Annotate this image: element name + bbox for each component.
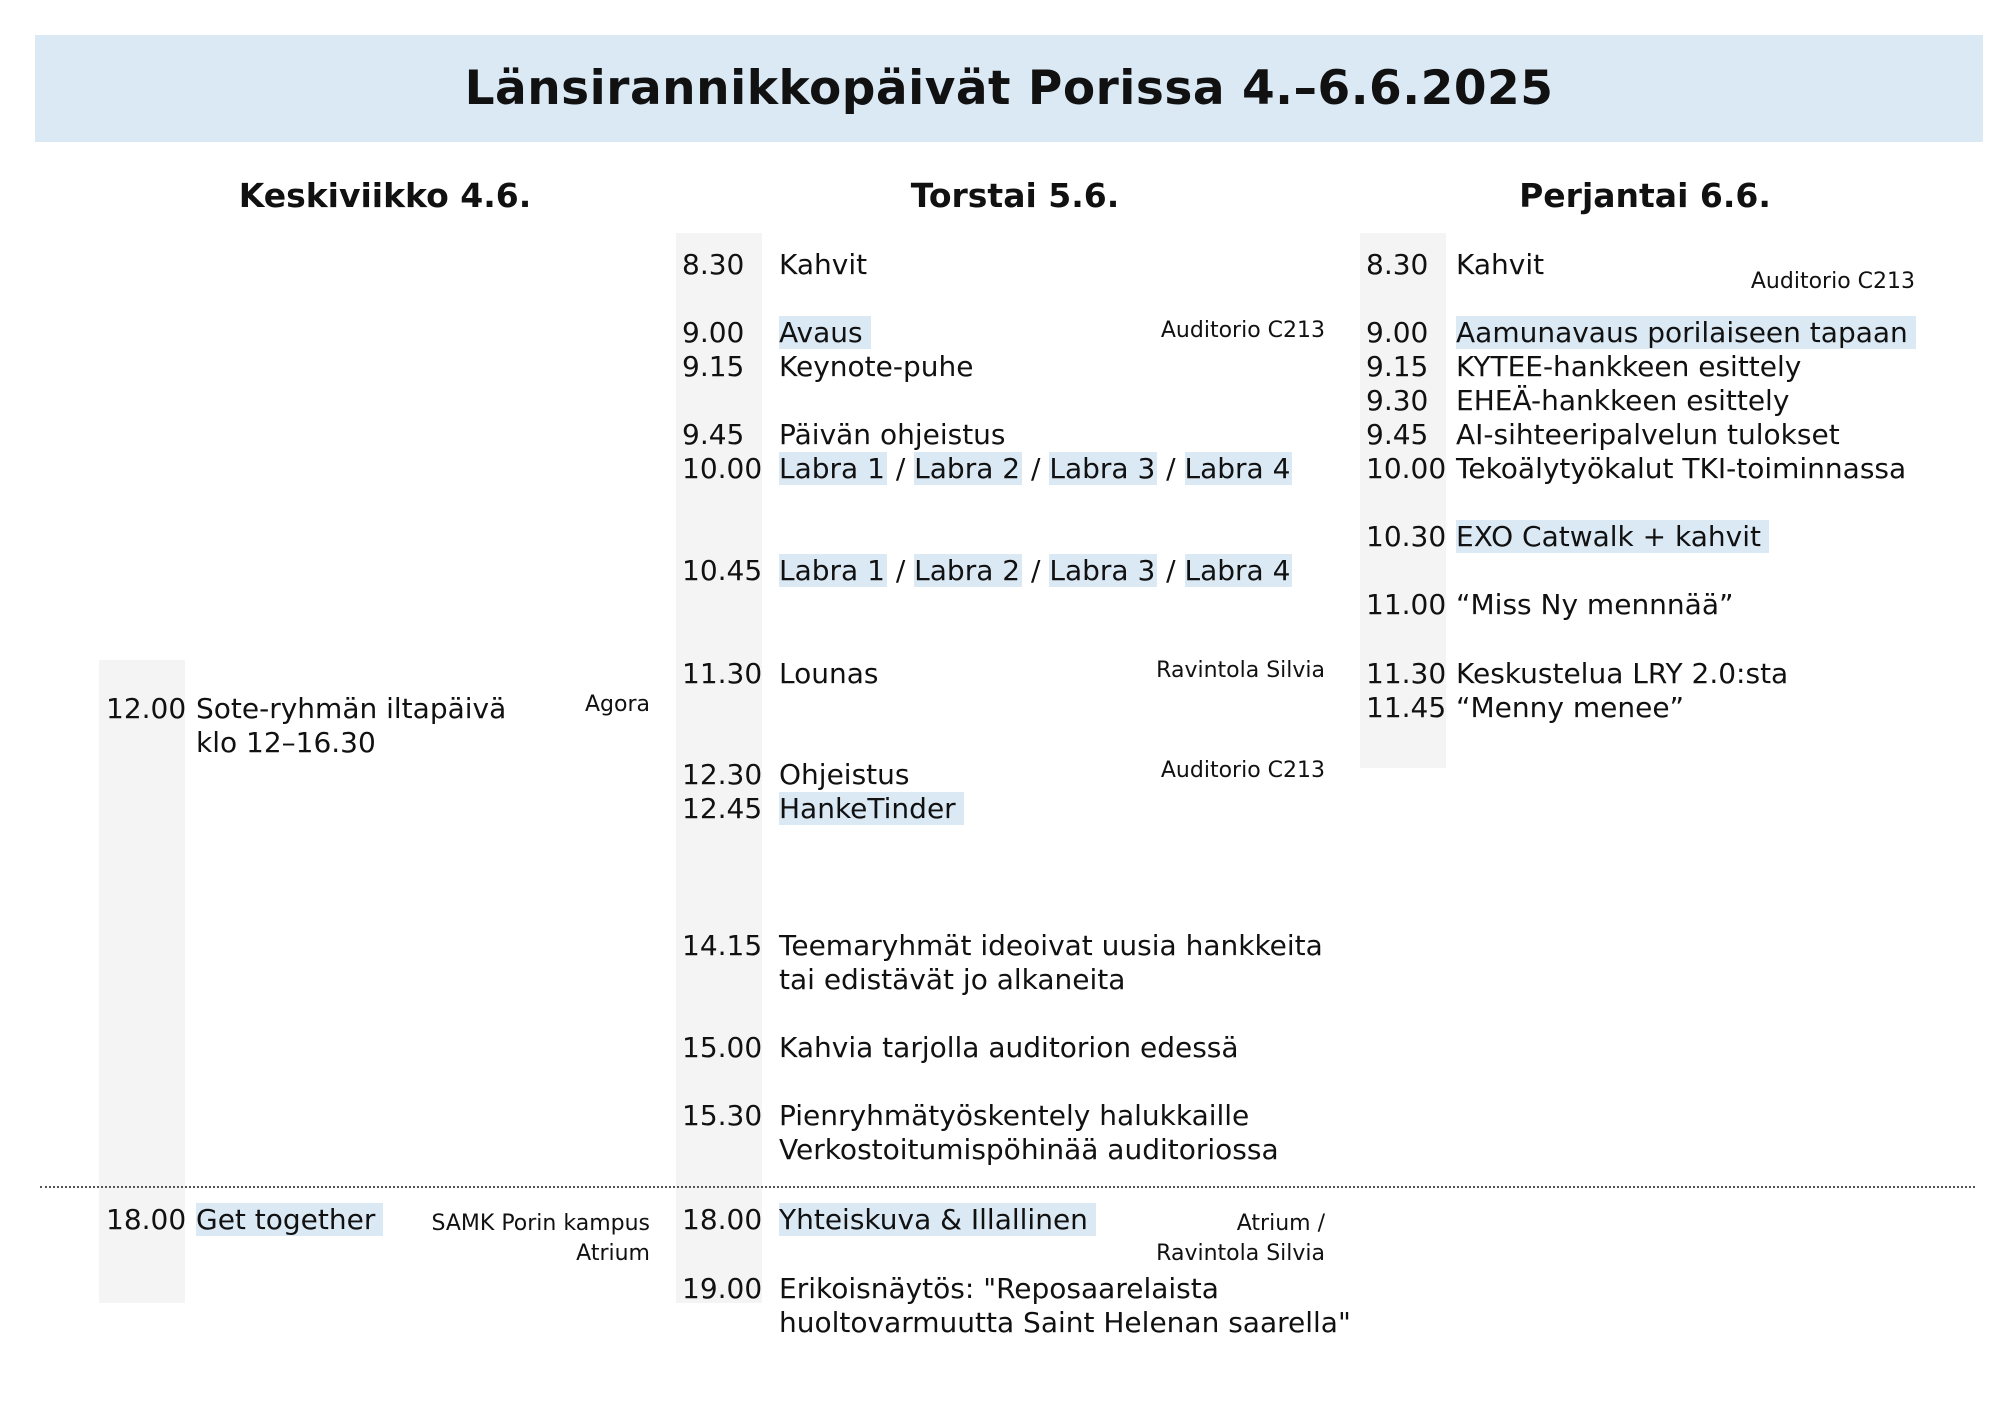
- fri-time: 9.15: [1366, 350, 1429, 383]
- wed-location-atrium: Atrium: [576, 1241, 650, 1266]
- lab-separator: /: [895, 554, 906, 587]
- title-banner: [35, 35, 1983, 142]
- thu-location-auditorio-1: Auditorio C213: [1160, 318, 1325, 343]
- lab-chip: Labra 3: [1049, 554, 1156, 587]
- lab-chip: Labra 2: [914, 554, 1021, 587]
- wed-time-1200: 12.00: [106, 692, 187, 725]
- lab-chip: Labra 4: [1184, 554, 1291, 587]
- lab-separator: /: [1031, 452, 1041, 485]
- page-title: Länsirannikkopäivät Porissa 4.–6.6.2025: [464, 61, 1554, 116]
- thu-location-ravintola-2: Ravintola Silvia: [1156, 1241, 1325, 1266]
- thu-event-kahvit: Kahvit: [779, 248, 868, 281]
- thu-time: 12.30: [682, 758, 763, 791]
- fri-event-exo-catwalk: [1456, 520, 1769, 554]
- fri-event-miss-ny: “Miss Ny mennnää”: [1456, 588, 1734, 621]
- fri-event-ai-sihteeri: AI-sihteeripalvelun tulokset: [1456, 418, 1840, 451]
- day-heading-friday: Perjantai 6.6.: [1519, 176, 1771, 215]
- lab-chip: Labra 4: [1184, 452, 1291, 485]
- fri-event-aamunavaus: [1456, 316, 1916, 350]
- thu-time: 9.45: [682, 418, 745, 451]
- thu-location-ravintola: Ravintola Silvia: [1156, 658, 1325, 683]
- thu-event-kahvia: Kahvia tarjolla auditorion edessä: [779, 1031, 1239, 1064]
- lab-separator: /: [1031, 554, 1041, 587]
- day-heading-thursday: Torstai 5.6.: [910, 176, 1120, 215]
- wed-location-samk: SAMK Porin kampus: [431, 1211, 650, 1236]
- thu-time: 8.30: [682, 248, 745, 281]
- fri-time: 10.30: [1366, 520, 1447, 553]
- fri-event-keskustelua: Keskustelua LRY 2.0:sta: [1456, 657, 1789, 690]
- wed-location-agora: Agora: [584, 692, 650, 717]
- thu-event-teemaryhmat-line2: tai edistävät jo alkaneita: [779, 963, 1126, 996]
- thu-event-avaus: [779, 316, 871, 350]
- fri-time: 11.00: [1366, 588, 1447, 621]
- thu-time: 18.00: [682, 1203, 763, 1236]
- thu-event-lounas: Lounas: [779, 657, 879, 690]
- evening-divider: [40, 1186, 1975, 1188]
- highlight-get-together: Get together: [196, 1203, 383, 1236]
- thu-event-pienryhma-line2: Verkostoitumispöhinää auditoriossa: [779, 1133, 1279, 1166]
- thu-event-teemaryhmat-line1: Teemaryhmät ideoivat uusia hankkeita: [779, 929, 1323, 962]
- thu-event-erikoisnaytos-line2: huoltovarmuutta Saint Helenan saarella": [779, 1306, 1351, 1339]
- thu-time: 11.30: [682, 657, 763, 690]
- thu-event-erikoisnaytos-line1: Erikoisnäytös: "Reposaarelaista: [779, 1272, 1219, 1305]
- thu-time: 15.00: [682, 1031, 763, 1064]
- lab-separator: /: [1166, 452, 1176, 485]
- highlight-exo-catwalk: EXO Catwalk + kahvit: [1456, 520, 1769, 553]
- fri-time: 9.00: [1366, 316, 1429, 349]
- thu-time: 12.45: [682, 792, 763, 825]
- lab-chip: Labra 2: [914, 452, 1021, 485]
- lab-chip: Labra 1: [779, 452, 885, 485]
- thu-event-keynote: Keynote-puhe: [779, 350, 974, 383]
- fri-time: 9.45: [1366, 418, 1429, 451]
- thu-time: 19.00: [682, 1272, 763, 1305]
- fri-event-kahvit: Kahvit: [1456, 248, 1545, 281]
- highlight-yhteiskuva: Yhteiskuva & Illallinen: [779, 1203, 1096, 1236]
- thu-location-atrium: Atrium /: [1236, 1211, 1325, 1236]
- highlight-hanketinder: HankeTinder: [779, 792, 964, 825]
- thu-time: 15.30: [682, 1099, 763, 1132]
- fri-time: 10.00: [1366, 452, 1447, 485]
- wed-time-1800: 18.00: [106, 1203, 187, 1236]
- fri-time: 9.30: [1366, 384, 1429, 417]
- fri-time: 11.30: [1366, 657, 1447, 690]
- fri-event-ehea: EHEÄ-hankkeen esittely: [1456, 384, 1790, 417]
- wed-event-sote-line2: klo 12–16.30: [196, 726, 376, 759]
- lab-separator: /: [1166, 554, 1176, 587]
- fri-event-kytee: KYTEE-hankkeen esittely: [1456, 350, 1802, 383]
- day-heading-wednesday: Keskiviikko 4.6.: [238, 176, 532, 215]
- highlight-aamunavaus: Aamunavaus porilaiseen tapaan: [1456, 316, 1916, 349]
- fri-event-menny-menee: “Menny menee”: [1456, 691, 1685, 724]
- thu-event-labs-1000: [779, 452, 1292, 486]
- thu-event-ohjeistus2: Ohjeistus: [779, 758, 910, 791]
- wed-event-get-together: [196, 1203, 383, 1237]
- wed-event-sote-line1: Sote-ryhmän iltapäivä: [196, 692, 507, 725]
- lab-chip: Labra 1: [779, 554, 885, 587]
- lab-separator: /: [895, 452, 906, 485]
- thu-time: 9.00: [682, 316, 745, 349]
- thu-event-labs-1045: [779, 554, 1292, 588]
- thu-location-auditorio-2: Auditorio C213: [1160, 758, 1325, 783]
- thu-event-pienryhma-line1: Pienryhmätyöskentely halukkaille: [779, 1099, 1250, 1132]
- thu-time: 14.15: [682, 929, 763, 962]
- fri-location-auditorio: Auditorio C213: [1750, 269, 1915, 294]
- thu-time: 9.15: [682, 350, 745, 383]
- lab-chip: Labra 3: [1049, 452, 1156, 485]
- fri-time: 11.45: [1366, 691, 1447, 724]
- thu-event-ohjeistus: Päivän ohjeistus: [779, 418, 1006, 451]
- thu-time: 10.45: [682, 554, 763, 587]
- thu-event-hanketinder: [779, 792, 964, 826]
- fri-time: 8.30: [1366, 248, 1429, 281]
- thu-event-yhteiskuva: [779, 1203, 1096, 1237]
- thu-time: 10.00: [682, 452, 763, 485]
- fri-event-tekoaly: Tekoälytyökalut TKI-toiminnassa: [1456, 452, 1907, 485]
- highlight-avaus: Avaus: [779, 316, 871, 349]
